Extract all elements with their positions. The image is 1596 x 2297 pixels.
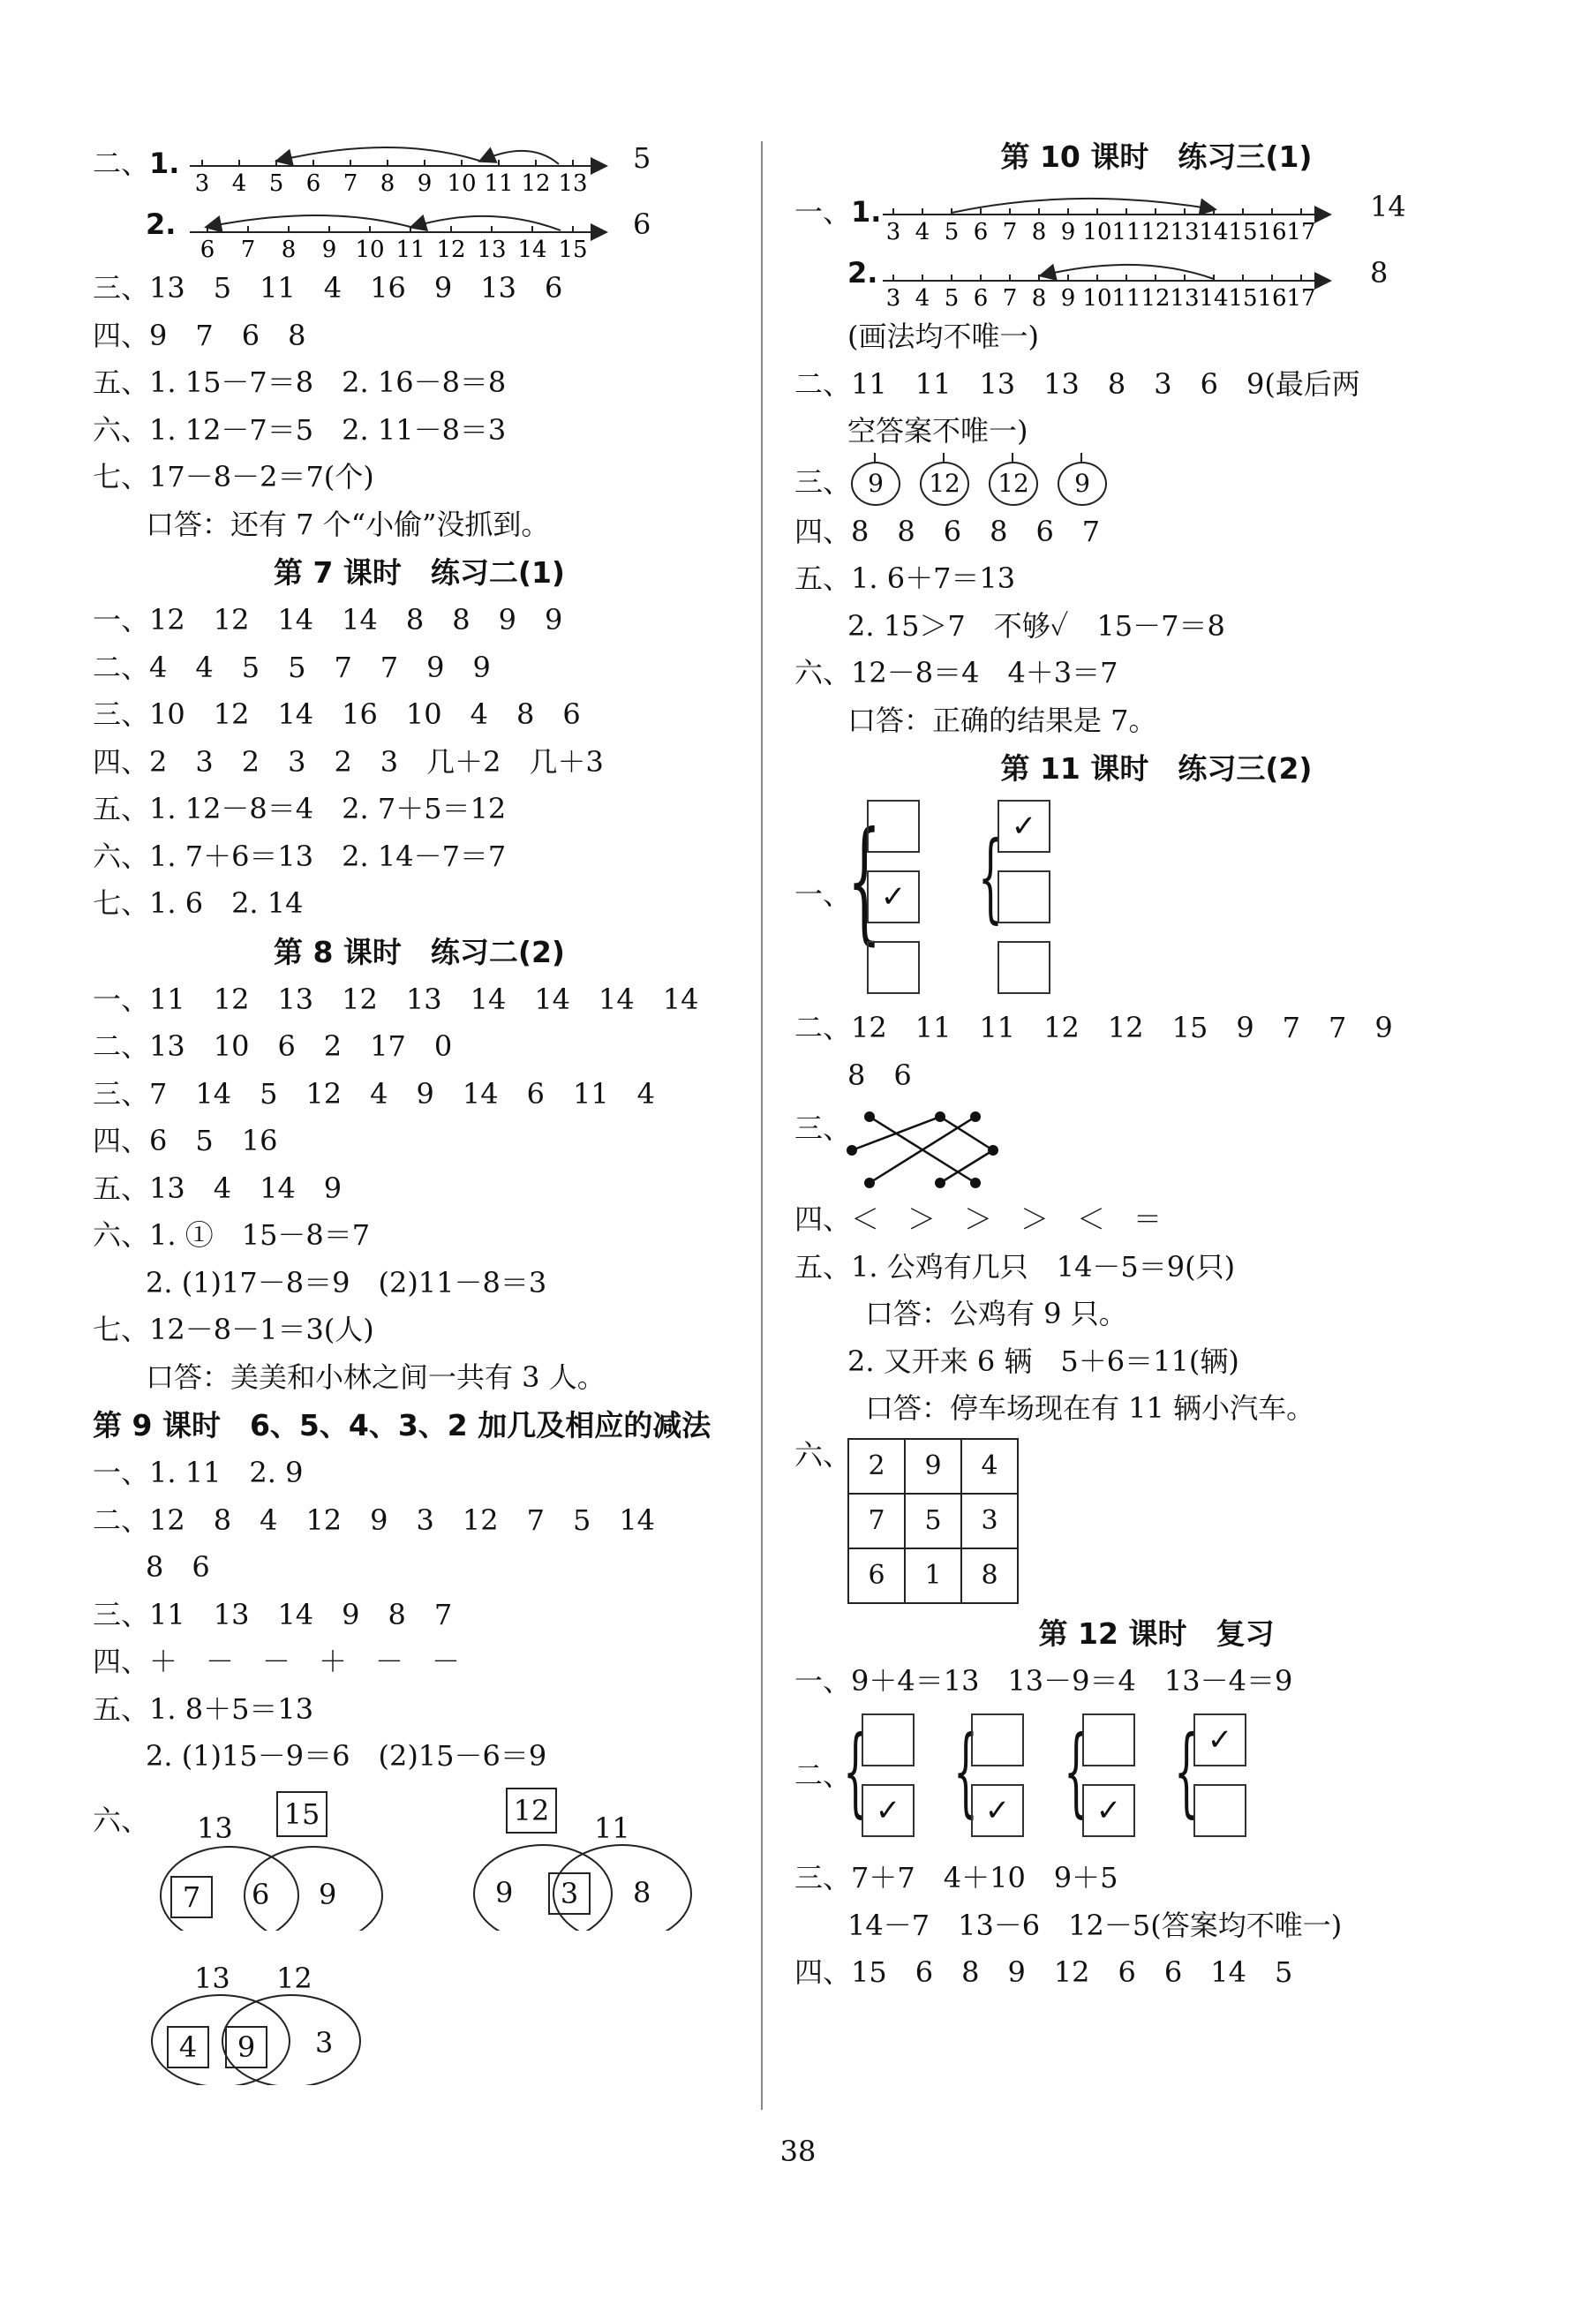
checkbox-group-1 [794,793,1518,1005]
number-line-2-drawing [190,199,684,265]
tick-label: 3 [885,285,901,312]
tick-label: 11 [1111,285,1141,312]
venn-right-value: 8 [633,1875,651,1909]
checkbox [867,941,920,994]
section-label: 六、 [93,1803,150,1837]
checkbox-checked: ✓ [998,800,1050,853]
answer-line: 二、11 11 13 13 8 3 6 9(最后两 [794,366,1360,401]
venn-box-value: 12 [506,1788,557,1834]
grid-cell: 8 [961,1548,1018,1603]
checkbox [1193,1784,1246,1837]
section-label: 三、 [794,464,852,499]
tick-label: 11 [484,170,514,197]
number-line-r1-2 [794,247,1518,313]
venn-middle-value: 6 [252,1877,270,1911]
tick-label: 13 [477,237,507,263]
number-line-r2-drawing [883,247,1359,313]
answer-line: 二、13 10 6 2 17 0 [93,1029,453,1063]
answer-line: 三、7 14 5 12 4 9 14 6 11 4 [93,1076,656,1111]
column-divider [761,141,763,2110]
answer-value: 5 [633,141,651,175]
checkbox [862,1713,915,1766]
grid-cell: 1 [905,1548,961,1603]
tick-label: 17 [1286,285,1316,312]
answer-line: 一、11 12 13 12 13 14 14 14 14 [93,982,699,1016]
tick-label: 6 [200,237,215,263]
tick-label: 10 [1082,219,1112,245]
checkbox-checked: ✓ [971,1784,1024,1837]
answer-line: 五、1. 6＋7＝13 [794,561,1016,595]
question-number: 1. [851,195,882,229]
lesson-title-11: 第 11 课时 练习三(2) [1000,751,1313,786]
number-line-q2-1 [93,132,746,199]
lesson-title-10: 第 10 课时 练习三(1) [1000,139,1313,174]
tick-label: 8 [380,170,395,197]
oral-answer: 口答：美美和小林之间一共有 3 人。 [146,1359,606,1394]
number-line-r1-drawing [883,181,1359,247]
lesson-title-12: 第 12 课时 复习 [1038,1615,1275,1651]
oral-answer: 口答：正确的结果是 7。 [847,703,1157,737]
tick-label: 5 [944,285,960,312]
venn-left-box: 7 [170,1876,213,1918]
checkbox [971,1713,1024,1766]
checkbox-checked: ✓ [862,1784,915,1837]
checkbox [867,800,920,853]
answer-line: 四、8 8 6 8 6 7 [794,514,1101,548]
answer-value: 8 [1370,256,1389,290]
answer-line: 五、1. 12－8＝4 2. 7＋5＝12 [93,792,507,825]
tick-label: 12 [436,237,466,263]
tick-label: 4 [231,170,247,197]
answer-line: 四、＜ ＞ ＞ ＞ ＜ ＝ [794,1202,1163,1236]
oral-answer: 口答：公鸡有 9 只。 [865,1297,1127,1330]
lesson-title-7: 第 7 课时 练习二(1) [273,555,566,590]
apple-1: 9 [851,462,900,506]
tick-label: 12 [1141,219,1171,245]
answer-line: 三、11 13 14 9 8 7 [93,1597,453,1631]
venn-box-value: 15 [276,1791,327,1837]
tick-label: 13 [558,170,588,197]
tick-label: 8 [281,237,297,263]
tick-label: 3 [885,219,901,245]
number-line-r1-1 [794,181,1518,247]
tick-label: 7 [1002,219,1018,245]
grid-cell: 2 [848,1439,905,1494]
answer-line: 8 6 [847,1058,912,1092]
tick-label: 7 [1002,285,1018,312]
answer-line: 六、1. 12－7＝5 2. 11－8＝3 [93,412,507,447]
tick-label: 10 [447,170,477,197]
brace-icon: { [847,804,882,958]
tick-label: 12 [1141,285,1171,312]
answer-line: 五、1. 8＋5＝13 [93,1691,314,1726]
tick-label: 4 [915,285,930,312]
section-label: 一、 [794,877,852,911]
tick-label: 7 [343,170,358,197]
answer-line: 六、1. ① 15－8＝7 [93,1218,371,1252]
lesson-title-9: 第 9 课时 6、5、4、3、2 加几及相应的减法 [93,1408,711,1442]
grid-cell: 5 [905,1494,961,1548]
answer-line: 2. (1)17－8＝9 (2)11－8＝3 [146,1265,547,1299]
checkbox-checked: ✓ [867,870,920,923]
brace-icon: { [978,820,1003,933]
answer-line: 四、9 7 6 8 [93,318,306,352]
number-line-q2-2 [93,199,746,265]
tick-label: 7 [240,237,256,263]
venn-right-value: 3 [315,2025,334,2060]
tick-label: 10 [1082,285,1112,312]
venn-middle-box: 3 [548,1872,591,1915]
answer-line: 三、13 5 11 4 16 9 13 6 [93,271,563,305]
oral-answer: 口答：停车场现在有 11 辆小汽车。 [865,1391,1315,1425]
magic-square [847,1438,1019,1604]
question-number: 2. [146,207,177,241]
answer-line: 一、9＋4＝13 13－9＝4 13－4＝9 [794,1663,1293,1698]
venn-right-value: 9 [319,1877,337,1911]
checkbox-checked: ✓ [1082,1784,1135,1837]
tick-label: 8 [1031,285,1047,312]
oral-answer: 口答：还有 7 个“小偷”没抓到。 [146,507,550,541]
tick-label: 11 [1111,219,1141,245]
page-number: 38 [779,2135,817,2168]
answer-line: 14－7 13－6 12－5(答案均不唯一) [847,1908,1343,1942]
brace-icon: { [953,1714,978,1827]
apples-row [794,456,1518,508]
answer-line: 七、17－8－2＝7(个) [93,460,374,493]
note-line: (画法均不唯一) [847,320,1039,353]
section-label: 二、 [93,147,150,180]
answer-line: 一、12 12 14 14 8 8 9 9 [93,603,563,636]
grid-cell: 6 [848,1548,905,1603]
answer-value: 6 [633,207,651,241]
matching-lines-drawing [843,1099,1020,1196]
venn-top-right-value: 11 [594,1811,630,1845]
tick-label: 11 [395,237,425,263]
grid-cell: 4 [961,1439,1018,1494]
answer-line: 二、4 4 5 5 7 7 9 9 [93,650,491,684]
answer-line: 七、1. 6 2. 14 [93,886,304,920]
checkbox [998,870,1050,923]
tick-label: 13 [1170,219,1200,245]
venn-middle-box: 9 [225,2026,267,2068]
answer-line: 五、1. 15－7＝8 2. 16－8＝8 [93,365,507,399]
grid-cell: 7 [848,1494,905,1548]
section-label: 二、 [794,1759,852,1792]
magic-square-section [794,1433,1518,1609]
answer-line: 2. 又开来 6 辆 5＋6＝11(辆) [847,1344,1239,1378]
answer-line: 四、6 5 16 [93,1124,278,1157]
answer-line: 2. (1)15－9＝6 (2)15－6＝9 [146,1739,547,1773]
venn-top-left-value: 13 [194,1961,230,1995]
answer-line: 五、13 4 14 9 [93,1171,343,1205]
answer-line: 一、1. 11 2. 9 [93,1456,304,1489]
answer-line: 空答案不唯一) [847,414,1028,448]
checkbox-group-2 [794,1705,1518,1855]
apple-3: 12 [989,462,1038,506]
answer-line: 七、12－8－1＝3(人) [93,1313,374,1346]
section-label: 六、 [794,1437,852,1472]
venn-top-right-value: 12 [276,1961,312,1995]
tick-label: 14 [1199,219,1229,245]
grid-cell: 3 [961,1494,1018,1548]
tick-label: 9 [417,170,433,197]
tick-label: 16 [1257,285,1287,312]
venn-top-left-value: 13 [197,1811,233,1845]
tick-label: 16 [1257,219,1287,245]
tick-label: 9 [1060,285,1076,312]
section-label: 三、 [794,1111,852,1145]
answer-value: 14 [1370,190,1406,223]
tick-label: 15 [558,237,588,263]
answer-line: 二、12 8 4 12 9 3 12 7 5 14 [93,1502,656,1537]
tick-label: 15 [1228,285,1258,312]
brace-icon: { [843,1714,868,1827]
tick-label: 5 [944,219,960,245]
left-column [93,132,746,2072]
answer-line: 六、12－8＝4 4＋3＝7 [794,656,1118,689]
apple-2: 12 [920,462,969,506]
checkbox-checked: ✓ [1193,1713,1246,1766]
tick-label: 4 [915,219,930,245]
number-line-1-drawing [190,132,684,199]
answer-line: 六、1. 7＋6＝13 2. 14－7＝7 [93,839,507,873]
answer-line: 五、1. 公鸡有几只 14－5＝9(只) [794,1249,1236,1284]
checkbox [1082,1713,1135,1766]
tick-label: 15 [1228,219,1258,245]
question-number: 2. [847,256,878,290]
tick-label: 10 [355,237,385,263]
tick-label: 9 [321,237,337,263]
section-label: 一、 [794,195,852,229]
answer-line: 二、12 11 11 12 12 15 9 7 7 9 [794,1011,1393,1044]
tick-label: 3 [194,170,210,197]
tick-label: 5 [268,170,284,197]
answer-line: 8 6 [146,1550,210,1584]
answer-line: 2. 15＞7 不够✓ 15－7＝8 [847,608,1225,643]
tick-label: 6 [973,219,989,245]
apple-4: 9 [1058,462,1107,506]
right-column [794,132,1518,1997]
venn-left-box: 4 [167,2026,209,2068]
answer-line: 四、＋ － － ＋ － － [93,1645,461,1678]
tick-label: 13 [1170,285,1200,312]
tick-label: 14 [517,237,547,263]
answer-line: 四、15 6 8 9 12 6 6 14 5 [794,1955,1293,1989]
brace-icon: { [1064,1714,1088,1827]
tick-label: 14 [1199,285,1229,312]
venn-section [93,1781,746,2072]
tick-label: 6 [305,170,321,197]
checkbox [998,941,1050,994]
lesson-title-8: 第 8 课时 练习二(2) [273,934,566,969]
tick-label: 17 [1286,219,1316,245]
tick-label: 9 [1060,219,1076,245]
grid-cell: 9 [905,1439,961,1494]
answer-line: 四、2 3 2 3 2 3 几＋2 几＋3 [93,744,604,779]
answer-line: 三、10 12 14 16 10 4 8 6 [93,697,581,731]
question-number: 1. [149,147,180,180]
brace-icon: { [1174,1714,1199,1827]
tick-label: 8 [1031,219,1047,245]
answer-line: 三、7＋7 4＋10 9＋5 [794,1861,1118,1894]
matching-lines [794,1099,1518,1196]
tick-label: 6 [973,285,989,312]
tick-label: 12 [521,170,551,197]
venn-left-value: 9 [495,1875,514,1909]
